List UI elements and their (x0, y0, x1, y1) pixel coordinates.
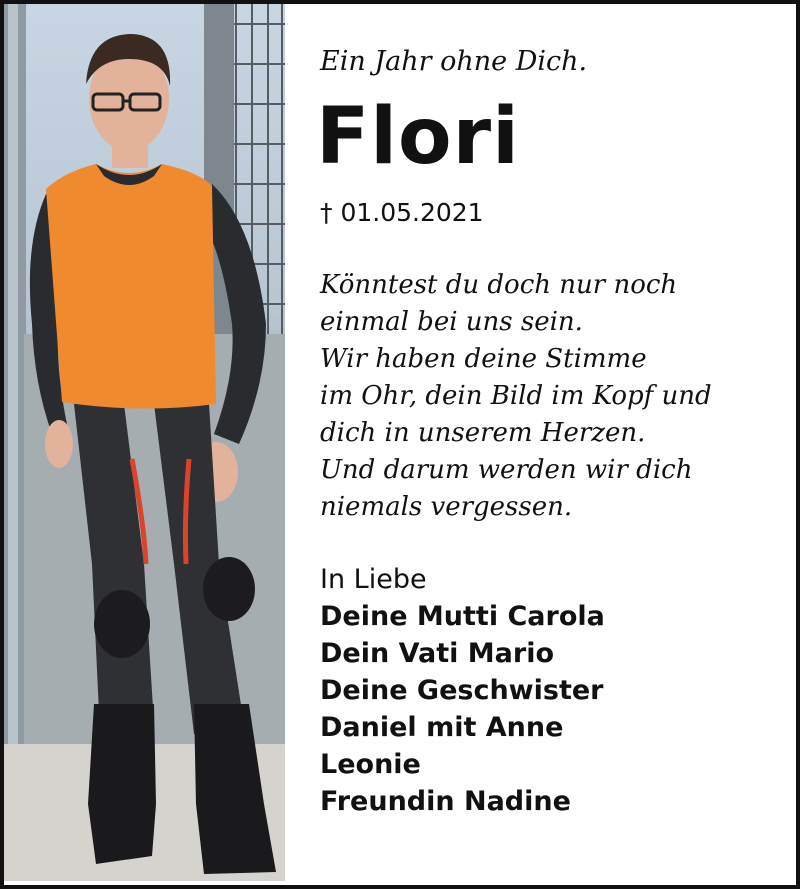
poem-line: Und darum werden wir dich (320, 455, 693, 486)
poem-line: dich in unserem Herzen. (320, 418, 646, 449)
signatory: Leonie (320, 749, 421, 781)
neck (112, 144, 148, 168)
right-knee-slider (203, 557, 255, 621)
death-date: † 01.05.2021 (320, 198, 484, 228)
signatory: Dein Vati Mario (320, 638, 555, 670)
left-hand (45, 420, 73, 468)
left-knee-slider (94, 590, 150, 658)
photo-illustration (4, 4, 285, 881)
left-boot (88, 704, 156, 864)
poem-line: niemals vergessen. (320, 492, 573, 523)
memorial-photo (4, 4, 285, 881)
intro-line: Ein Jahr ohne Dich. (320, 46, 588, 77)
signatory: Daniel mit Anne (320, 712, 564, 744)
signatory: Deine Geschwister (320, 675, 604, 707)
obituary-text (316, 40, 780, 820)
signatory: Deine Mutti Carola (320, 601, 605, 633)
poem (320, 267, 780, 526)
signatories (320, 598, 780, 820)
signatory: Freundin Nadine (320, 786, 571, 818)
deceased-name: Flori (316, 92, 520, 183)
orange-vest (46, 164, 216, 409)
poem-line: Könntest du doch nur noch (320, 270, 678, 301)
poem-line: im Ohr, dein Bild im Kopf und (320, 381, 712, 412)
closing-phrase: In Liebe (320, 564, 427, 596)
poem-line: Wir haben deine Stimme (320, 344, 647, 375)
poem-line: einmal bei uns sein. (320, 307, 583, 338)
